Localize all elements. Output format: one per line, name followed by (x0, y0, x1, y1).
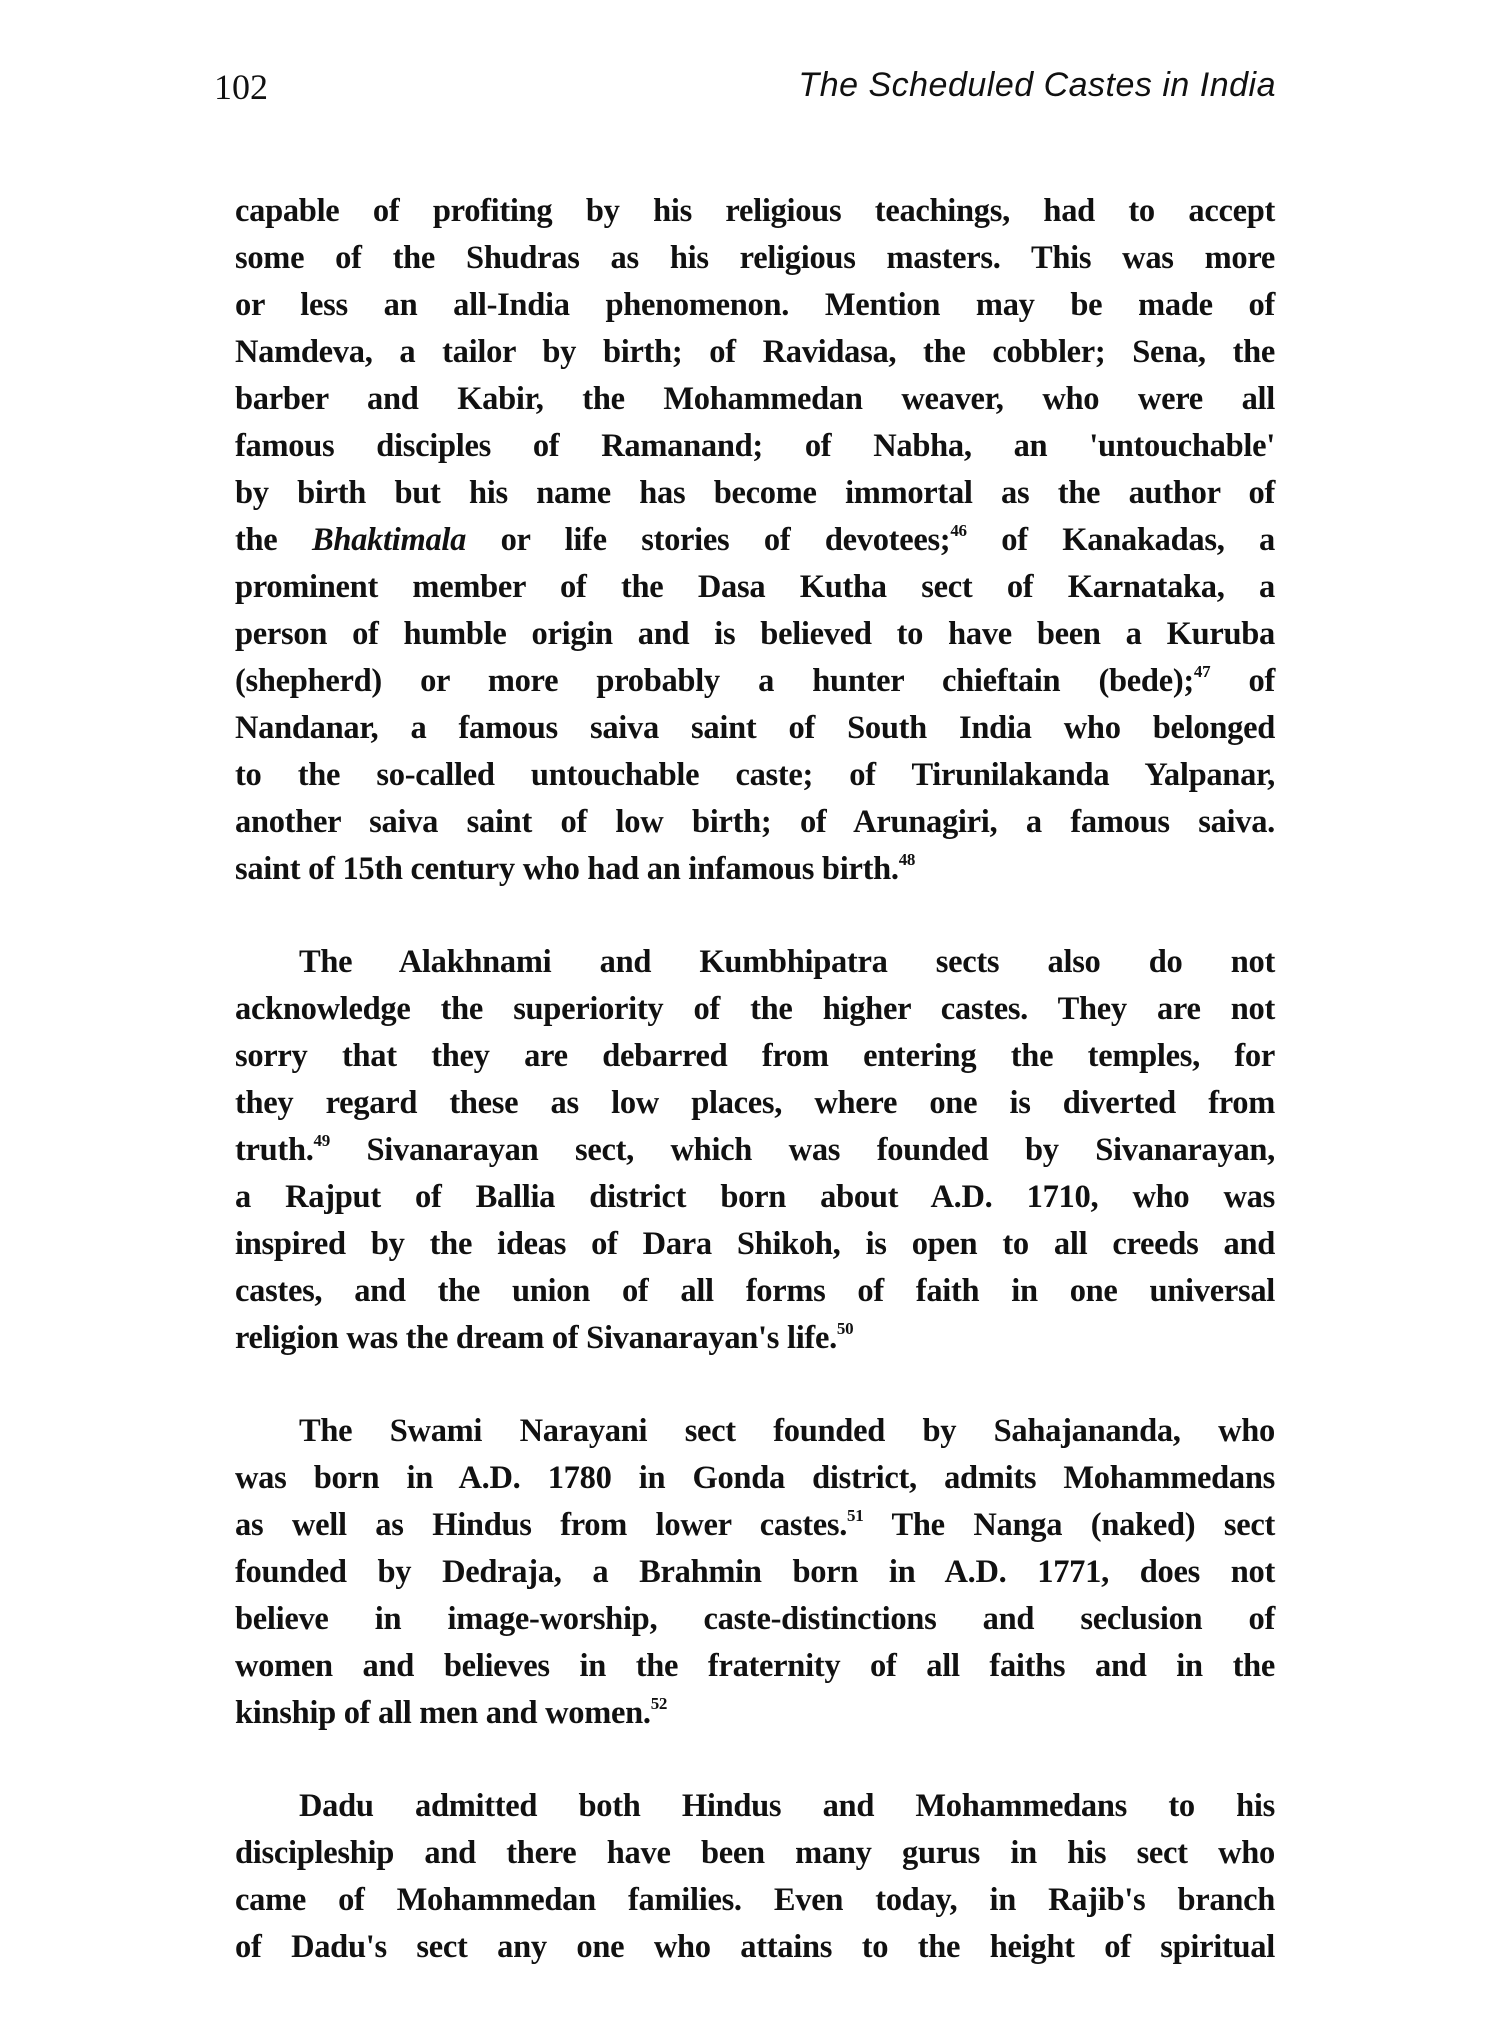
text-segment: of Dadu's sect any one who attains to the height of spiritual (235, 1929, 1275, 1965)
text-segment: person of humble origin and is believed to have been a Kuruba (235, 616, 1275, 652)
text-segment: Nandanar, a famous saiva saint of South India who belonged (235, 710, 1275, 746)
text-line (235, 1783, 1275, 1830)
footnote-ref: 46 (950, 521, 967, 540)
text-segment: founded by Dedraja, a Brahmin born in A.D. 1771, does not (235, 1554, 1275, 1590)
paragraph (235, 1408, 1275, 1737)
text-segment: as well as Hindus from lower castes. (235, 1507, 848, 1543)
footnote-ref: 49 (313, 1131, 330, 1150)
text-segment: some of the Shudras as his religious masters. This was more (235, 240, 1275, 276)
text-line (235, 235, 1275, 282)
text-line (235, 1643, 1275, 1690)
text-line (235, 564, 1275, 611)
text-line (235, 376, 1275, 423)
text-line (235, 1127, 1275, 1174)
footnote-ref: 48 (898, 850, 916, 869)
running-title: The Scheduled Castes in India (798, 66, 1276, 104)
text-segment: or less an all-India phenomenon. Mention may be made of (235, 287, 1275, 323)
footnote-ref: 50 (836, 1319, 854, 1338)
text-segment: discipleship and there have been many gurus in his sect who (235, 1835, 1275, 1871)
text-line (235, 1924, 1275, 1971)
text-segment: capable of profiting by his religious teachings, had to accept (235, 193, 1275, 229)
text-segment: acknowledge the superiority of the higher castes. They are not (235, 991, 1275, 1027)
text-segment: to the so-called untouchable caste; of Tirunilakanda Yalpanar, (235, 757, 1275, 793)
text-segment: (shepherd) or more probably a hunter chieftain (bede); (235, 663, 1194, 699)
text-line (235, 752, 1275, 799)
text-segment: was born in A.D. 1780 in Gonda district, admits Mohammedans (235, 1460, 1275, 1496)
text-line (235, 611, 1275, 658)
text-line (235, 1174, 1275, 1221)
text-line (235, 799, 1275, 846)
text-line (235, 423, 1275, 470)
text-line (235, 1033, 1275, 1080)
footnote-ref: 51 (847, 1506, 864, 1525)
text-segment: came of Mohammedan families. Even today, in Rajib's branch (235, 1882, 1275, 1918)
text-segment: another saiva saint of low birth; of Arunagiri, a famous saiva. (235, 804, 1275, 840)
text-segment: saint of 15th century who had an infamous birth. (235, 851, 899, 887)
text-line (235, 1502, 1275, 1549)
paragraph (235, 939, 1275, 1362)
text-segment: famous disciples of Ramanand; of Nabha, an 'untouchable' (235, 428, 1275, 464)
text-segment: believe in image-worship, caste-distinctions and seclusion of (235, 1601, 1275, 1637)
text-line (235, 705, 1275, 752)
text-line (235, 939, 1275, 986)
text-line (235, 282, 1275, 329)
text-line (235, 1596, 1275, 1643)
text-segment: Namdeva, a tailor by birth; of Ravidasa, the cobbler; Sena, the (235, 334, 1275, 370)
text-segment: prominent member of the Dasa Kutha sect of Karnataka, a (235, 569, 1275, 605)
text-line (235, 1408, 1275, 1455)
text-line (235, 1455, 1275, 1502)
text-line (235, 188, 1275, 235)
page-header (214, 66, 1276, 116)
paragraph (235, 188, 1275, 893)
text-segment: religion was the dream of Sivanarayan's life. (235, 1320, 837, 1356)
text-segment: of Kanakadas, a (966, 522, 1275, 558)
italic-title: Bhaktimala (311, 522, 467, 558)
text-segment: women and believes in the fraternity of all faiths and in the (235, 1648, 1275, 1684)
text-line (235, 1830, 1275, 1877)
text-segment: castes, and the union of all forms of faith in one universal (235, 1273, 1275, 1309)
text-segment: Sivanarayan sect, which was founded by Sivanarayan, (329, 1132, 1275, 1168)
text-line (235, 1315, 1275, 1362)
text-line (235, 329, 1275, 376)
footnote-ref: 52 (650, 1694, 668, 1713)
text-segment: inspired by the ideas of Dara Shikoh, is open to all creeds and (235, 1226, 1275, 1262)
text-line (235, 658, 1275, 705)
text-segment: a Rajput of Ballia district born about A.D. 1710, who was (235, 1179, 1275, 1215)
footnote-ref: 47 (1193, 662, 1211, 681)
text-line (235, 846, 1275, 893)
text-segment: barber and Kabir, the Mohammedan weaver, who were all (235, 381, 1275, 417)
text-line (235, 1549, 1275, 1596)
text-segment: The Swami Narayani sect founded by Sahajananda, who (299, 1413, 1275, 1449)
text-segment: truth. (235, 1132, 314, 1168)
text-line (235, 986, 1275, 1033)
text-segment: Dadu admitted both Hindus and Mohammedans to his (299, 1788, 1275, 1824)
text-segment: The Nanga (naked) sect (863, 1507, 1275, 1543)
text-line (235, 1268, 1275, 1315)
text-line (235, 1080, 1275, 1127)
text-line (235, 470, 1275, 517)
text-segment: kinship of all men and women. (235, 1695, 651, 1731)
text-line (235, 517, 1275, 564)
paragraph (235, 1783, 1275, 1971)
text-segment: they regard these as low places, where one is diverted from (235, 1085, 1275, 1121)
text-line (235, 1877, 1275, 1924)
text-segment: sorry that they are debarred from entering the temples, for (235, 1038, 1275, 1074)
body-text (235, 188, 1275, 2017)
page-number: 102 (214, 67, 268, 107)
text-segment: or life stories of devotees; (466, 522, 951, 558)
text-segment: the (235, 522, 312, 558)
text-segment: of (1210, 663, 1275, 699)
text-line (235, 1690, 1275, 1737)
text-line (235, 1221, 1275, 1268)
text-segment: The Alakhnami and Kumbhipatra sects also do not (299, 944, 1275, 980)
text-segment: by birth but his name has become immortal as the author of (235, 475, 1275, 511)
